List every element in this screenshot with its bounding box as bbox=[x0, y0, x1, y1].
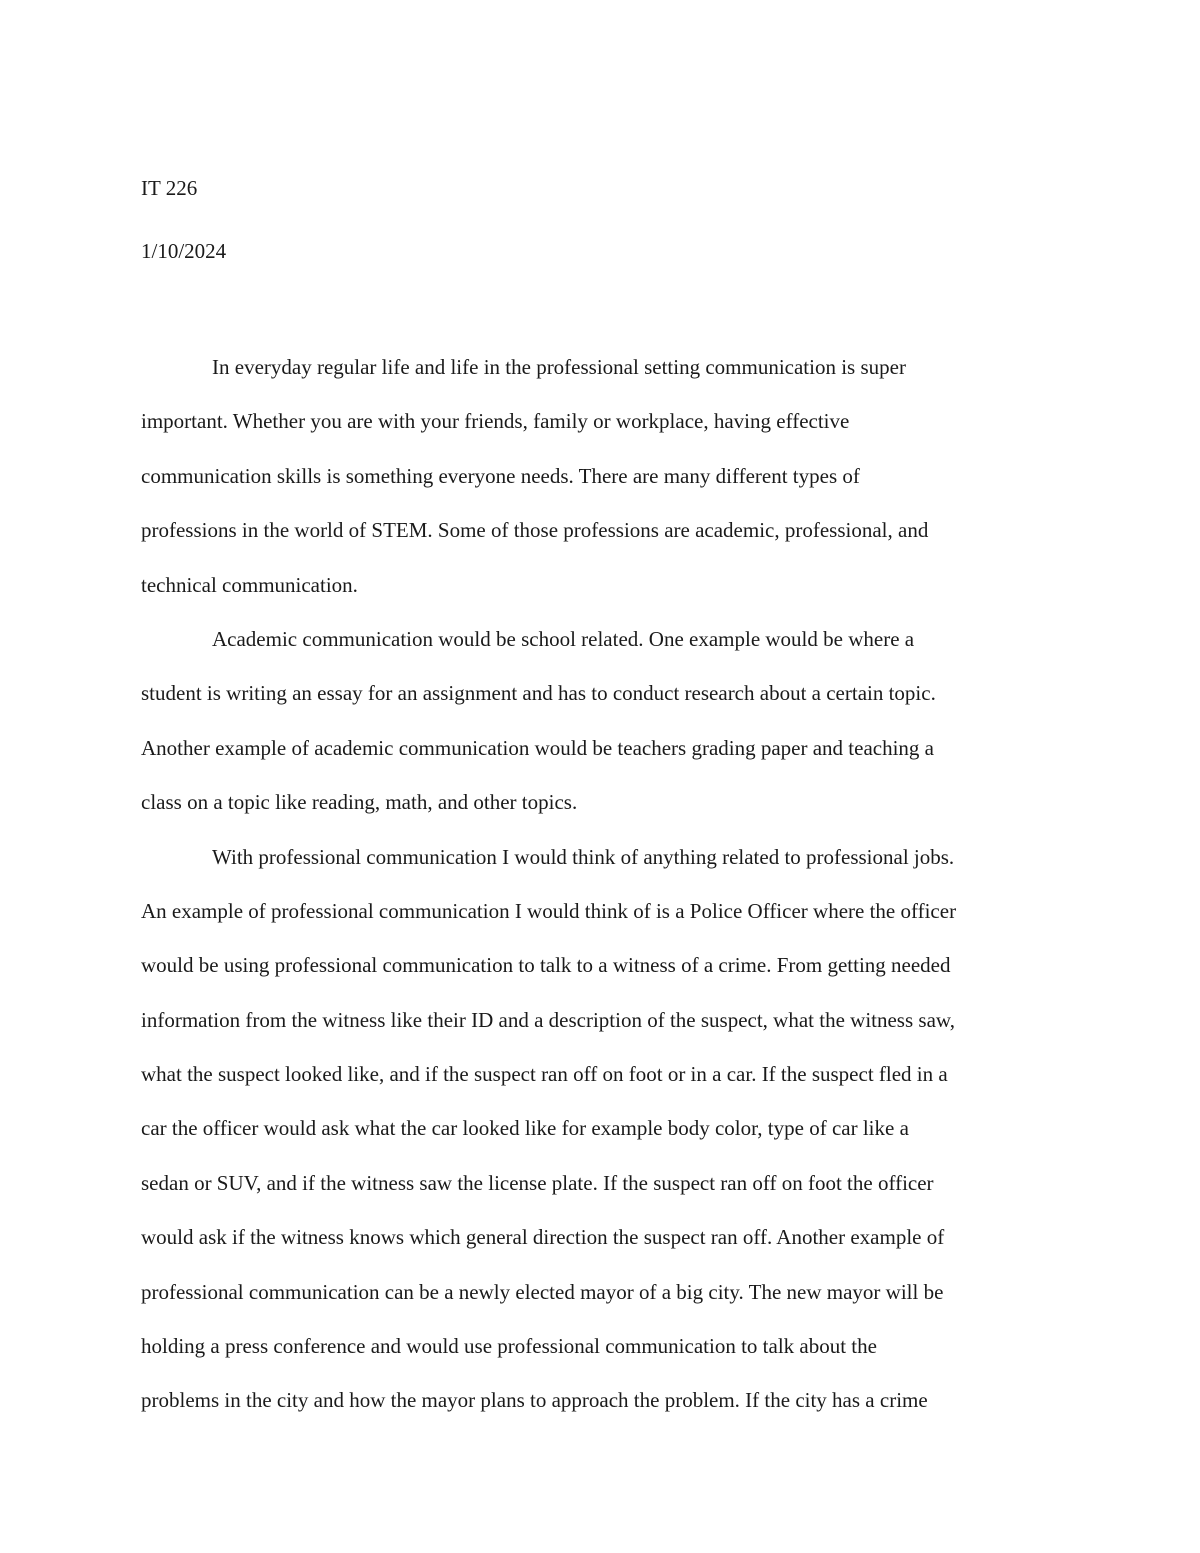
paragraph-1-line: In everyday regular life and life in the professional setting communication is super bbox=[212, 355, 906, 379]
essay-body bbox=[141, 340, 1061, 1428]
paragraph-1-line: important. Whether you are with your friends, family or workplace, having effective bbox=[141, 409, 850, 434]
paragraph-3-line: information from the witness like their ID and a description of the suspect, what the witness saw, bbox=[141, 1007, 955, 1032]
paragraph-3-line: An example of professional communication I would think of is a Police Officer where the officer bbox=[141, 898, 957, 923]
paragraph-3-line: would ask if the witness knows which general direction the suspect ran off. Another example of bbox=[141, 1225, 945, 1250]
paragraph-3-line: professional communication can be a newly elected mayor of a big city. The new mayor will be bbox=[141, 1279, 944, 1304]
paragraph-2-line: student is writing an essay for an assignment and has to conduct research about a certain topic. bbox=[141, 681, 936, 706]
paragraph-3-line: holding a press conference and would use professional communication to talk about the bbox=[141, 1334, 877, 1359]
paragraph-1-line: professions in the world of STEM. Some of those professions are academic, professional, and bbox=[141, 518, 929, 543]
paragraph-3-line: would be using professional communication to talk to a witness of a crime. From getting needed bbox=[141, 953, 951, 978]
paragraph-1-line: technical communication. bbox=[141, 572, 358, 597]
paragraph-1-line: communication skills is something everyone needs. There are many different types of bbox=[141, 463, 860, 488]
paragraph-3-line: problems in the city and how the mayor plans to approach the problem. If the city has a crime bbox=[141, 1388, 928, 1413]
date-label: 1/10/2024 bbox=[141, 239, 227, 263]
paragraph-2-line: Academic communication would be school related. One example would be where a bbox=[212, 626, 915, 651]
paragraph-3-line: car the officer would ask what the car looked like for example body color, type of car like a bbox=[141, 1116, 909, 1141]
paragraph-3-line: sedan or SUV, and if the witness saw the license plate. If the suspect ran off on foot the officer bbox=[141, 1170, 934, 1195]
course-label: IT 226 bbox=[141, 176, 198, 200]
paragraph-3-line: With professional communication I would think of anything related to professional jobs. bbox=[212, 844, 955, 869]
paragraph-2-line: Another example of academic communication would be teachers grading paper and teaching a bbox=[141, 735, 935, 760]
paragraph-2-line: class on a topic like reading, math, and other topics. bbox=[141, 790, 578, 815]
paragraph-3-line: what the suspect looked like, and if the suspect ran off on foot or in a car. If the suspect fled in a bbox=[141, 1062, 948, 1087]
